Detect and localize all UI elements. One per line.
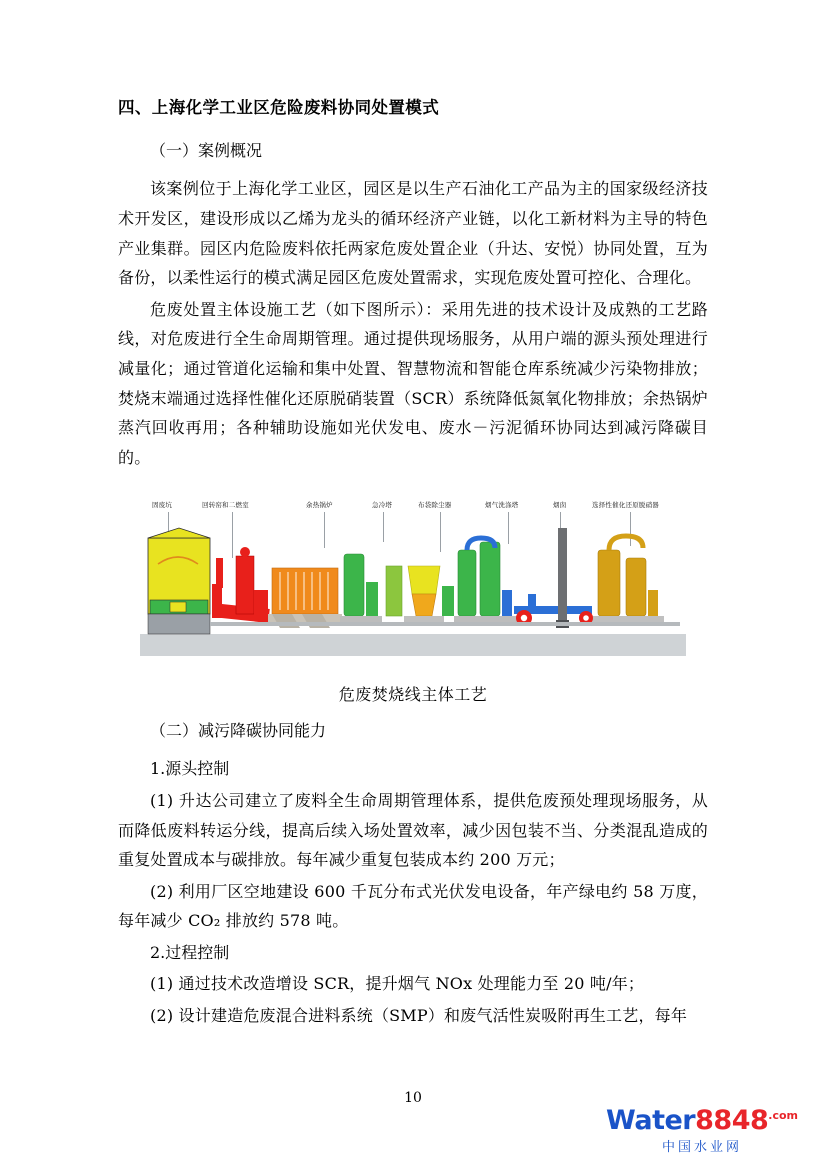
figure-incineration-process [118, 494, 708, 676]
list-item-title-process-control: 2.过程控制 [150, 942, 230, 962]
watermark-number: 8848 [695, 1105, 769, 1136]
diagram-label-stack: 烟囱 [553, 501, 567, 510]
watermark-word: Water [606, 1105, 696, 1136]
diagram-label-scrubber: 烟气洗涤塔 [485, 501, 519, 510]
diagram-label-quench-tower: 急冷塔 [372, 501, 393, 510]
diagram-label-waste-pit: 固废坑 [152, 501, 173, 510]
diagram-label-waste-heat-boiler: 余热锅炉 [306, 501, 333, 510]
watermark-domain: .com [768, 1109, 798, 1122]
diagram-label-bag-filter: 布袋除尘器 [418, 501, 452, 510]
watermark-main [606, 1107, 798, 1134]
paragraph-overview: 该案例位于上海化学工业区，园区是以生产石油化工产品为主的国家级经济技术开发区，建设形成以乙烯为龙头的循环经济产业链，以化工新材料为主导的特色产业集群。园区内危险废料依托两家危废处置企业（升达、安悦）协同处置，互为备份，以柔性运行的模式满足园区危废处置需求，实现危废处置可控化、合理化。 [118, 179, 708, 288]
page-number: 10 [404, 1090, 422, 1106]
watermark [606, 1107, 798, 1155]
paragraph-process: 危废处置主体设施工艺（如下图所示）：采用先进的技术设计及成熟的工艺路线，对危废进行全生命周期管理。通过提供现场服务，从用户端的源头预处理进行减量化；通过管道化运输和集中处置、智慧物流和智能仓库系统减少污染物排放；焚烧末端通过选择性催化还原脱硝装置（SCR）系统降低氮氧化物排放；余热锅炉蒸汽回收再用；各种辅助设施如光伏发电、废水－污泥循环协同达到减污降碳目的。 [118, 299, 708, 467]
section-heading-2: （二）减污降碳协同能力 [150, 721, 327, 741]
paragraph-process-1: (1) 通过技术改造增设 SCR，提升烟气 NOx 处理能力至 20 吨/年； [150, 974, 645, 994]
diagram-label-scr: 选择性催化还原脱硝器 [592, 501, 659, 510]
diagram-label-rotary-kiln: 回转窑和二燃室 [202, 501, 249, 510]
diagram-equipment-svg [140, 494, 686, 676]
paragraph-source-1: (1) 升达公司建立了废料全生命周期管理体系，提供危废预处理现场服务，从而降低废料转运分线，提高后续入场处置效率，减少因包装不当、分类混乱造成的重复处置成本与碳排放。每年减少重复包装成本约 200 万元； [118, 790, 708, 870]
page-title: 四、上海化学工业区危险废料协同处置模式 [118, 98, 440, 117]
list-item-title-source-control: 1.源头控制 [150, 759, 230, 779]
figure-caption: 危废焚烧线主体工艺 [338, 685, 488, 705]
watermark-subtitle: 中国水业网 [662, 1140, 743, 1155]
diagram-canvas [140, 494, 686, 676]
paragraph-process-2: (2) 设计建造危废混合进料系统（SMP）和废气活性炭吸附再生工艺，每年 [150, 1006, 688, 1026]
section-heading-1: （一）案例概况 [150, 141, 263, 161]
paragraph-source-2: (2) 利用厂区空地建设 600 千瓦分布式光伏发电设备，年产绿电约 58 万度，每年减少 CO₂ 排放约 578 吨。 [118, 881, 708, 931]
